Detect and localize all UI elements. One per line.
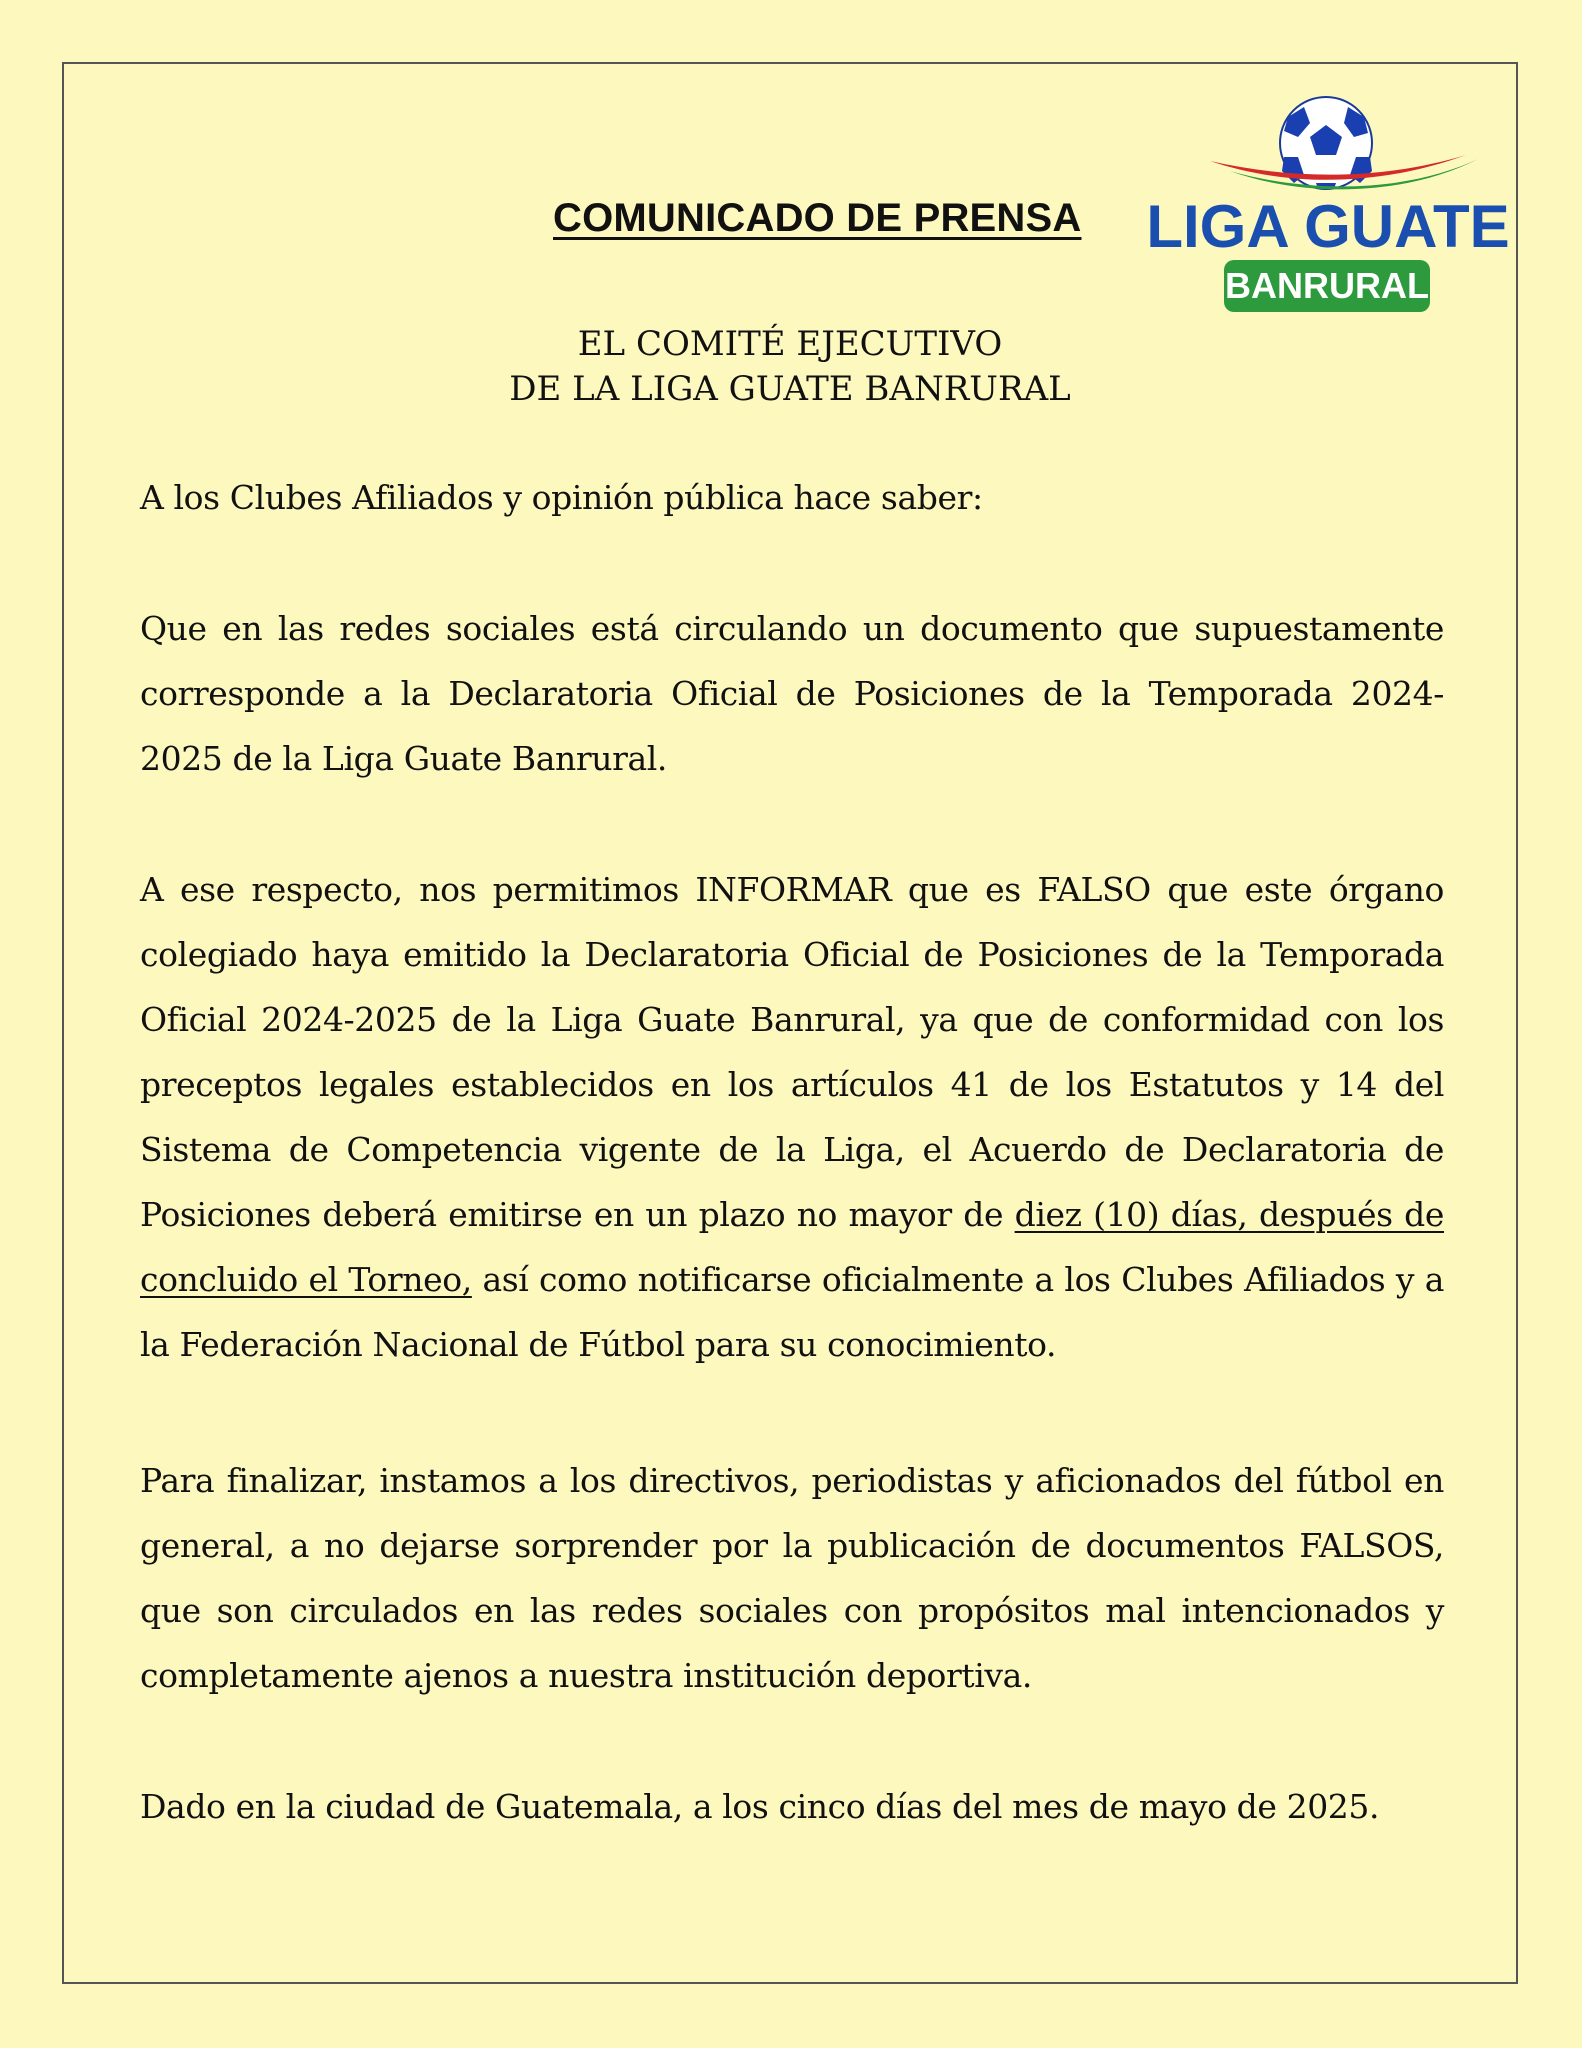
liga-guate-logo: [1138, 95, 1518, 320]
paragraph-2: [140, 857, 1444, 1377]
page-title: COMUNICADO DE PRENSA: [553, 196, 1082, 240]
closing-line: Dado en la ciudad de Guatemala, a los cinco días del mes de mayo de 2025.: [140, 1787, 1380, 1826]
paragraph-3: Para finalizar, instamos a los directivos, periodistas y aficionados del fútbol en general, a no dejarse sorprender por la publicación de documentos FALSOS, que son circulados en las redes sociales con propósitos mal intencionados y completamente ajenos a nuestra institución deportiva.: [140, 1461, 1444, 1695]
committee-line-2: DE LA LIGA GUATE BANRURAL: [509, 369, 1071, 409]
logo-subtitle: BANRURAL: [1225, 265, 1429, 306]
paragraph-2-text-b: así como notificarse oficialmente a los Clubes Afiliados y a la Federación Nacional de Fútbol para su conocimiento.: [140, 1260, 1445, 1364]
greeting: A los Clubes Afiliados y opinión pública hace saber:: [140, 478, 983, 517]
committee-line-1: EL COMITÉ EJECUTIVO: [577, 324, 1003, 364]
paragraph-1: Que en las redes sociales está circulando un documento que supuestamente corresponde a la Declaratoria Oficial de Posiciones de la Temporada 2024-2025 de la Liga Guate Banrural.: [140, 609, 1444, 778]
logo-title: LIGA GUATE: [1146, 193, 1510, 260]
paragraph-2-underlined: diez (10) días, después de concluido el Torneo,: [140, 1195, 1444, 1299]
paragraph-2-text-a: A ese respecto, nos permitimos INFORMAR que es FALSO que este órgano colegiado haya emitido la Declaratoria Oficial de Posiciones de la Temporada Oficial 2024-2025 de la Liga Guate Banrural, ya que de conformidad con los preceptos legales establecidos en los artículos 41 de los Estatutos y 14 del Sistema de Competencia vigente de la Liga, el Acuerdo de Declaratoria de Posiciones deberá emitirse en un plazo no mayor de: [140, 870, 1444, 1234]
committee-heading: [490, 322, 1090, 412]
